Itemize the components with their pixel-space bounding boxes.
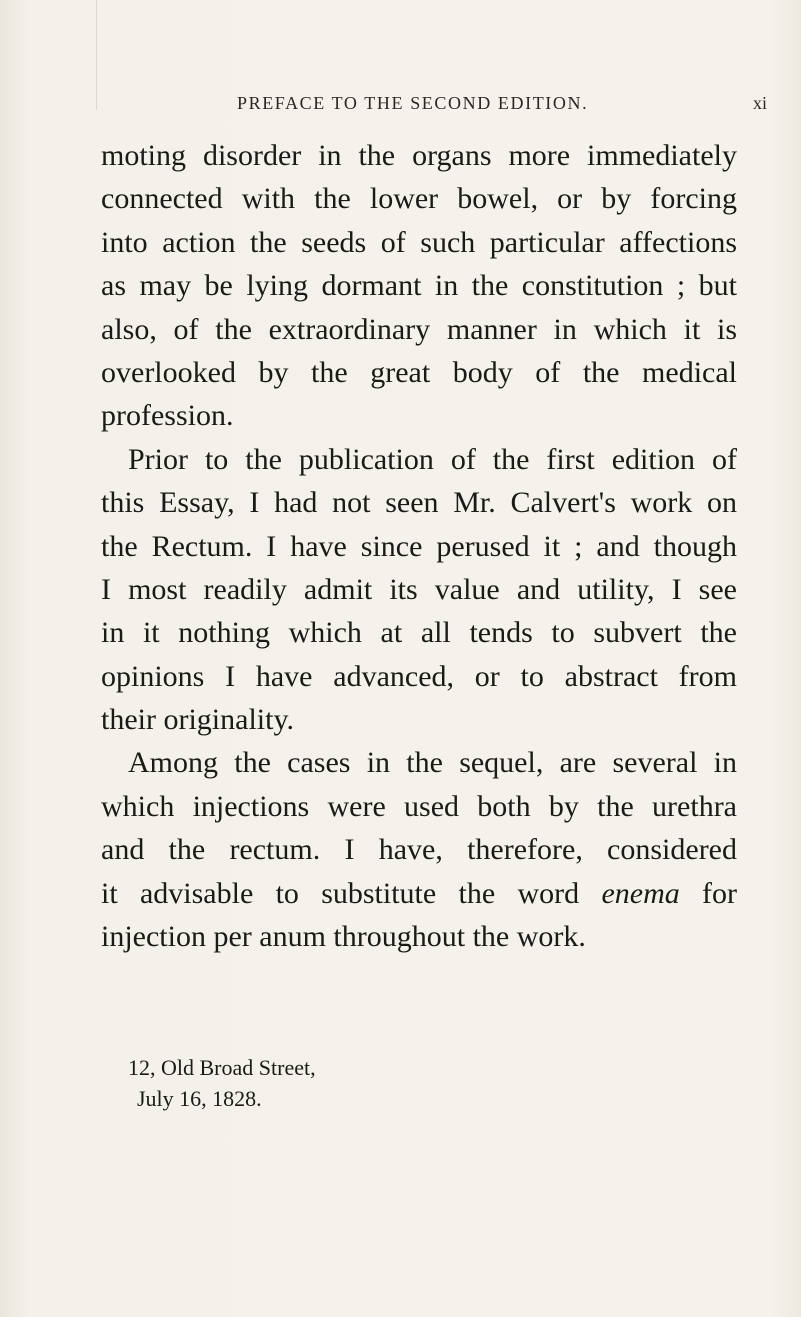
text-segment: it advisable to substitute the word (101, 876, 580, 910)
paragraph-start-line: Among the cases in the sequel, are several in (128, 746, 737, 780)
signoff-address: 12, Old Broad Street, (128, 1055, 316, 1080)
text-line: connected with the lower bowel, or by forcing (101, 182, 737, 216)
text-line: opinions I have advanced, or to abstract from (101, 659, 737, 693)
text-segment: for (702, 876, 738, 910)
page-number: xi (752, 93, 767, 113)
text-line: I most readily admit its value and utility, I see (101, 572, 737, 606)
text-line: into action the seeds of such particular affections (101, 225, 737, 259)
running-head (237, 93, 767, 123)
text-line: the Rectum. I have since perused it ; and though (101, 529, 737, 563)
running-head-title: PREFACE TO THE SECOND EDITION. (237, 93, 589, 113)
text-line: their originality. (101, 703, 295, 737)
text-line: which injections were used both by the urethra (101, 789, 737, 823)
text-line: and the rectum. I have, therefore, considered (101, 833, 737, 867)
text-line: this Essay, I had not seen Mr. Calvert's work on (101, 486, 737, 520)
text-line: moting disorder in the organs more immediately (101, 139, 737, 172)
text-line: also, of the extraordinary manner in which it is (101, 312, 737, 346)
body-text (101, 134, 737, 958)
text-line: as may be lying dormant in the constitution ; but (101, 269, 737, 303)
text-line: injection per anum throughout the work. (101, 920, 586, 954)
italic-word: enema (601, 876, 680, 910)
signoff-date: July 16, 1828. (137, 1086, 262, 1111)
text-line: profession. (101, 399, 234, 433)
paragraph-start-line: Prior to the publication of the first edition of (128, 442, 737, 476)
text-line: overlooked by the great body of the medical (101, 355, 737, 389)
page-gutter-shadow (96, 0, 97, 110)
text-line: in it nothing which at all tends to subvert the (101, 616, 737, 650)
signoff (128, 1052, 316, 1114)
text-line (101, 872, 737, 915)
